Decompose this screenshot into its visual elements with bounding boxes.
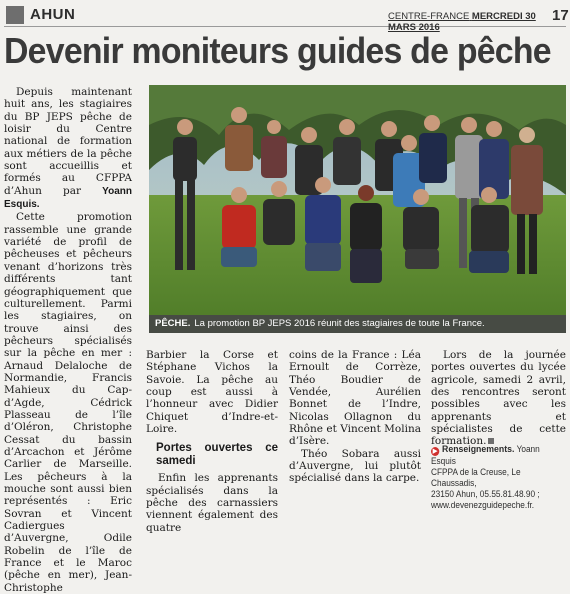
page-number: 17 [552,7,569,24]
body-paragraph: Cette promotion rassemble une grande variété de profil de pêcheuses et pêcheurs venant d’horizons très différents tant géographiquement que culturellement. Parmi les stagiaires, on trouve ainsi des pêcheurs spécialisés sur la pêche en mer : Arnaud Delaloche de Normandie, Francis Mahieux du Cap-d’Agde, Cédrick Plasseau de l’île d’Oléron, Christophe Cessat du bassin d’Arcachon et Jérôme Carlier de Marseille. Les pêcheurs à la mouche sont aussi bien représentés : Eric Sovran et Vincent Cadiergues d’Auvergne, Odile Robelin de l’île de France et le Maroc (pêche en mer), Jean-Christophe [4,211,132,594]
body-paragraph: Théo Sobara aussi d’Auvergne, lui plutôt spécialisé dans la carpe. [289,447,421,485]
body-paragraph [431,349,566,448]
source-name: CENTRE-FRANCE [388,11,470,22]
article-column-3 [289,349,421,491]
info-website: www.devenezguidepeche.fr. [431,500,535,510]
article-column-2 [146,349,278,534]
info-address: CFPPA de la Creuse, Le Chaussadis, [431,467,521,488]
article-column-4 [431,349,566,448]
intro-text: Depuis maintenant huit ans, les stagiaires du BP JEPS pêche de loisir du Centre national de formation aux métiers de la pêche sont accueillis et formés au CFPPA d’Ahun par [4,86,132,197]
photo-caption [149,315,566,333]
issue-date: MERCREDI 30 MARS 2016 [388,11,536,33]
info-title: Renseignements. [442,444,515,455]
article-column-1 [4,86,132,594]
photo-caption-label: PÊCHE. [155,318,191,329]
body-paragraph: Barbier la Corse et Stéphane Vichos la Savoie. La pêche au coup est aussi à l’honneur avec Didier Chiquet d’Indre-et-Loire. [146,349,278,436]
section-square-icon [6,6,24,24]
article-headline: Devenir moniteurs guides de pêche [4,30,551,71]
info-contact: Yoann Esquis [431,444,540,466]
subheading: Portes ouvertes ce samedi [156,442,278,467]
intro-paragraph [4,86,132,211]
page-header [4,4,569,33]
info-phone: 23150 Ahun, 05.55.81.48.90 ; [431,489,540,499]
group-photo [149,85,566,333]
info-box [431,444,555,511]
photo-caption-text: La promotion BP JEPS 2016 réunit des stagiaires de toute la France. [194,318,485,329]
group-photo-image [149,85,566,333]
body-paragraph: Enfin les apprenants spécialisés dans la pêche des carnassiers viennent également des quatre [146,472,278,534]
info-arrow-icon: ▶ [432,448,438,455]
byline: Yoann Esquis. [4,185,132,211]
section-name: AHUN [30,6,76,23]
body-paragraph: coins de la France : Léa Ernoult de Corrèze, Théo Boudier de Vendée, Aurélien Bonnet de l’Indre, Nicolas Ollagnon du Rhône et Vincent Molina d’Isère. [289,349,421,448]
body-text: Lors de la journée portes ouvertes du lycée agricole, samedi 2 avril, des rencontres seront possibles avec les apprenants et spécialistes de cette formation. [431,349,566,448]
